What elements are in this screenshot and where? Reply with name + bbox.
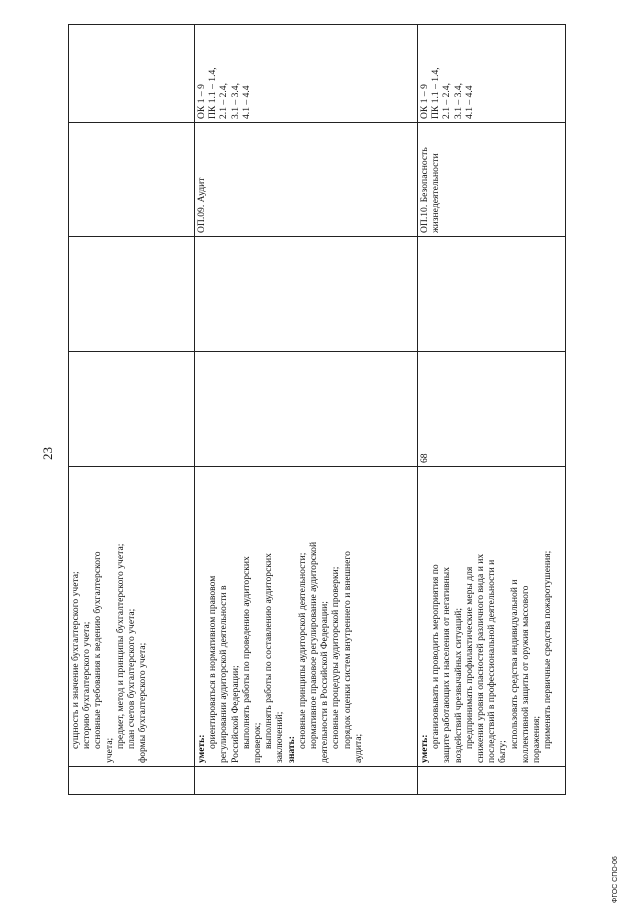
hours-cell: [69, 352, 195, 467]
hours-cell: 68: [418, 352, 566, 467]
content-line: предмет, метод и принципы бухгалтерского учета;: [114, 543, 126, 749]
page-number: 23: [40, 447, 55, 460]
content-heading: уметь:: [196, 734, 207, 763]
content-line: нормативное правовое регулирование аудиторской: [308, 541, 320, 749]
content-line: организовывать и проводить мероприятия по: [430, 564, 442, 749]
content-line: сущность и значение бухгалтерского учета;: [70, 571, 81, 749]
content-line: защите работающих и населения от негативных: [441, 567, 453, 763]
content-line: Российской Федерации;: [229, 665, 241, 763]
competency-line: 4.1 – 4.4: [240, 85, 252, 119]
index-cell: [418, 767, 566, 795]
discipline-cell: ОП.10. Безопасность жизнедеятельности: [418, 123, 566, 237]
content-heading: знать:: [285, 736, 297, 763]
competencies-cell: [69, 25, 195, 123]
table-row: [418, 25, 566, 795]
discipline-cell: [69, 123, 195, 237]
content-line: коллективной защиты от оружия массового: [519, 585, 531, 763]
hours-cell-2: [69, 237, 195, 352]
content-cell: [195, 467, 418, 767]
hours-cell-2: [195, 237, 418, 352]
content-line: предпринимать профилактические меры для: [463, 566, 475, 749]
content-line: заключений;: [274, 711, 286, 763]
content-line: деятельности в Российской Федерации;: [319, 601, 331, 763]
content-line: воздействий чрезвычайных ситуаций;: [452, 607, 464, 763]
table-row: [195, 25, 418, 795]
discipline-cell: ОП.09. Аудит: [195, 123, 418, 237]
content-line: проверок;: [252, 722, 264, 763]
competency-line: ПК 1.1 – 1.4,: [430, 67, 442, 119]
content-heading: уметь:: [419, 734, 430, 763]
competency-line: 2.1 – 2.4,: [441, 83, 453, 119]
content-line: ориентироваться в нормативном правовом: [207, 575, 219, 749]
content-line: выполнять работы по проведению аудиторских: [240, 556, 252, 749]
competency-line: ОК 1 – 9: [196, 84, 207, 119]
content-line: быту;: [497, 740, 509, 763]
content-line: основные требования к ведению бухгалтерского: [92, 551, 104, 749]
content-line: регулировании аудиторской деятельности в: [218, 585, 230, 763]
content-line: применять первичные средства пожаротушения;: [542, 550, 554, 749]
competency-line: 3.1 – 3.4,: [229, 83, 241, 119]
content-line: основные принципы аудиторской деятельности;: [296, 552, 308, 749]
content-line: историю бухгалтерского учета;: [81, 621, 93, 749]
content-line: снижения уровня опасностей различного вида и их: [475, 553, 487, 763]
table-row: [69, 25, 195, 795]
content-line: аудита;: [352, 733, 364, 763]
content-line: план счетов бухгалтерского учета;: [126, 608, 138, 749]
competencies-cell: [418, 25, 566, 123]
content-line: учета;: [103, 737, 115, 763]
index-cell: [69, 767, 195, 795]
document-code: ФГОС СПО-06: [612, 856, 619, 903]
content-line: поражения;: [531, 715, 543, 763]
content-line: порядок оценки систем внутреннего и внешнего: [341, 551, 353, 749]
content-line: выполнять работы по составлению аудиторских: [263, 553, 275, 749]
competency-line: ПК 1.1 – 1.4,: [207, 67, 219, 119]
index-cell: [195, 767, 418, 795]
competency-line: 3.1 – 3.4,: [452, 83, 464, 119]
hours-cell: [195, 352, 418, 467]
hours-cell-2: [418, 237, 566, 352]
competency-line: ОК 1 – 9: [419, 84, 430, 119]
competency-line: 4.1 – 4.4: [463, 85, 475, 119]
content-cell: [418, 467, 566, 767]
competency-line: 2.1 – 2.4,: [218, 83, 230, 119]
content-line: основные процедуры аудиторской проверки;: [330, 566, 342, 749]
content-line: использовать средства индивидуальной и: [508, 579, 520, 749]
competencies-cell: [195, 25, 418, 123]
curriculum-table: [68, 24, 566, 795]
content-line: формы бухгалтерского учета;: [137, 642, 149, 763]
content-line: последствий в профессиональной деятельности и: [486, 559, 498, 763]
content-cell: [69, 467, 195, 767]
